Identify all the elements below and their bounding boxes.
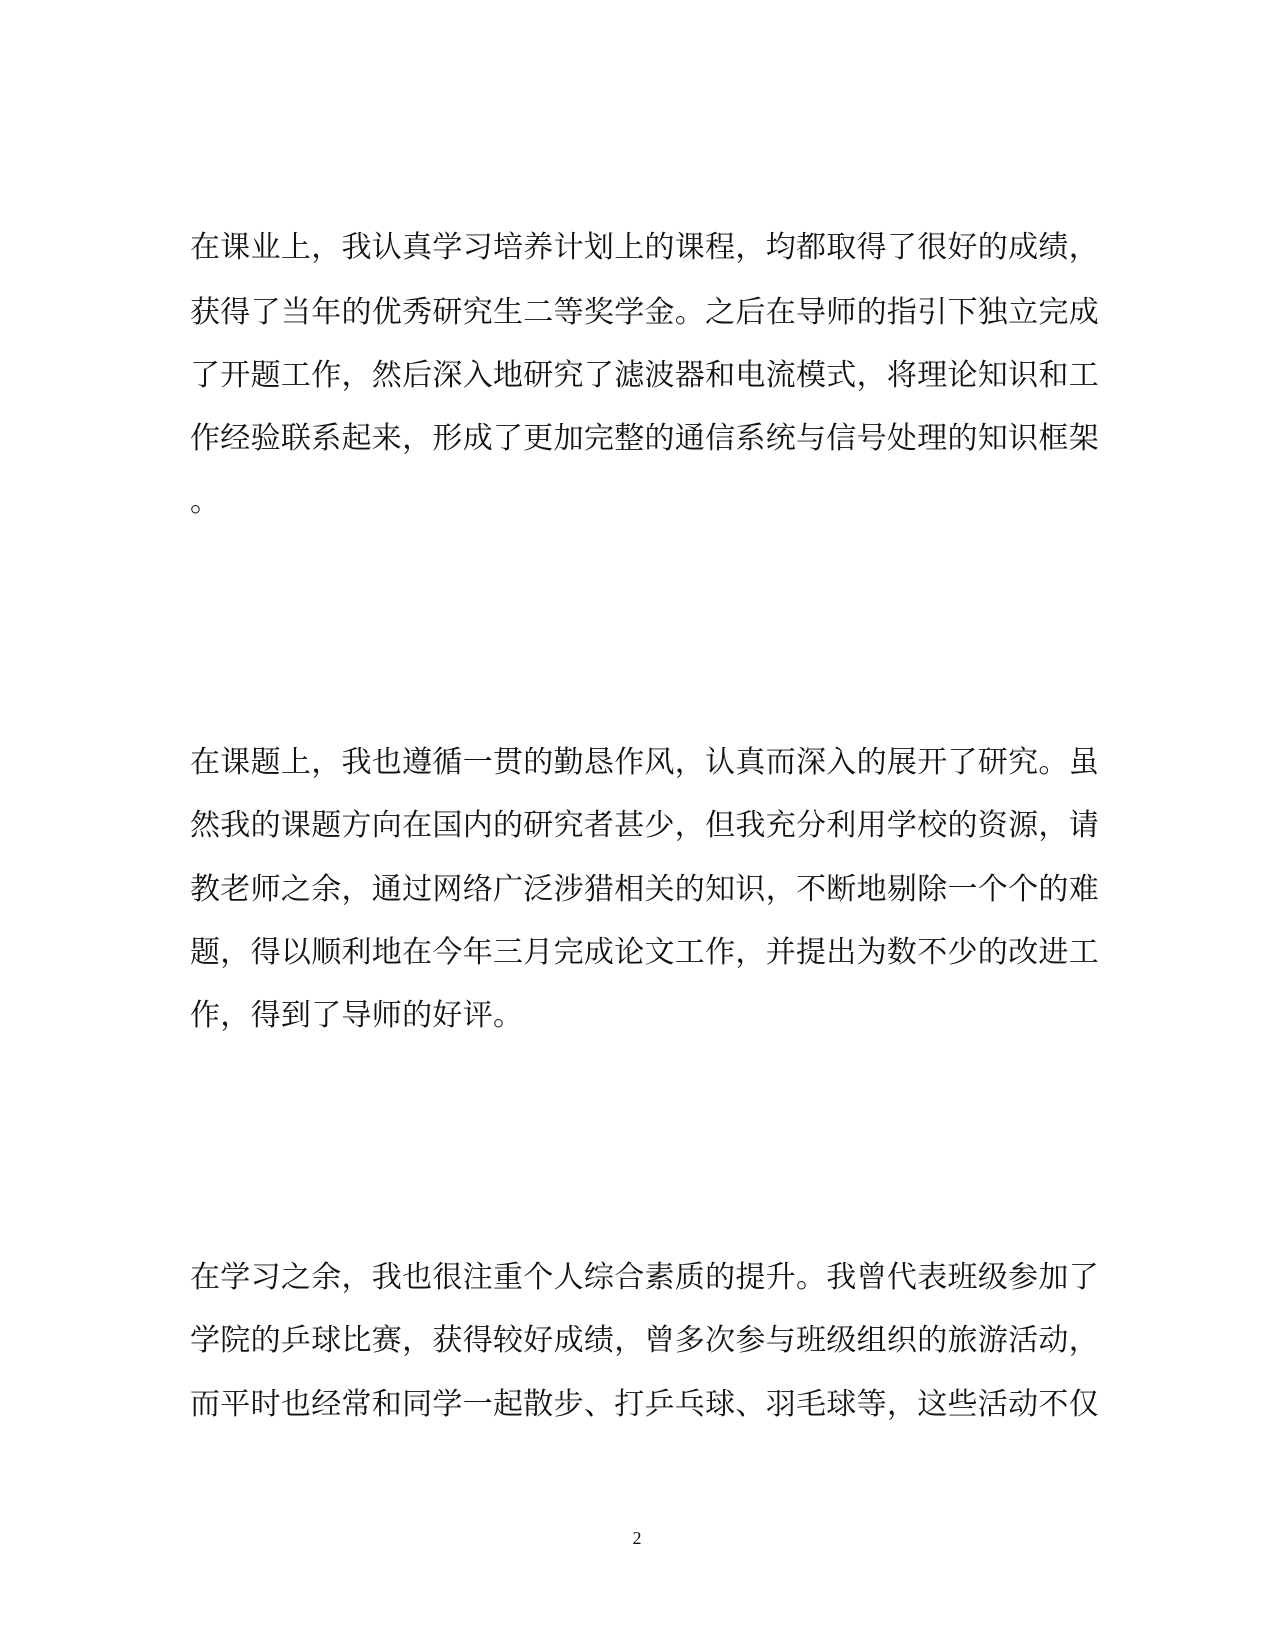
paragraph-1-line-4: 作经验联系起来，形成了更加完整的通信系统与信号处理的知识框架	[190, 421, 1099, 456]
paragraph-1-line-3: 了开题工作，然后深入地研究了滤波器和电流模式，将理论知识和工	[190, 358, 1099, 393]
paragraph-2-line-3: 教老师之余，通过网络广泛涉猎相关的知识，不断地剔除一个个的难	[190, 872, 1099, 907]
paragraph-2-line-2: 然我的课题方向在国内的研究者甚少，但我充分利用学校的资源，请	[190, 808, 1099, 843]
paragraph-1-line-2: 获得了当年的优秀研究生二等奖学金。之后在导师的指引下独立完成	[190, 295, 1099, 330]
paragraph-1-line-1: 在课业上，我认真学习培养计划上的课程，均都取得了很好的成绩，	[190, 230, 1099, 265]
paragraph-2-line-5: 作，得到了导师的好评。	[190, 998, 524, 1033]
paragraph-2-line-4: 题，得以顺利地在今年三月完成论文工作，并提出为数不少的改进工	[190, 935, 1099, 970]
paragraph-3-line-2: 学院的乒球比赛，获得较好成绩，曾多次参与班级组织的旅游活动，	[190, 1323, 1099, 1358]
paragraph-3-line-3: 而平时也经常和同学一起散步、打乒乓球、羽毛球等，这些活动不仅	[190, 1387, 1099, 1422]
page-number: 2	[632, 1528, 642, 1548]
paragraph-3-line-1: 在学习之余，我也很注重个人综合素质的提升。我曾代表班级参加了	[190, 1260, 1099, 1295]
paragraph-2-line-1: 在课题上，我也遵循一贯的勤恳作风，认真而深入的展开了研究。虽	[190, 745, 1099, 780]
paragraph-1-line-5: 。	[190, 484, 221, 519]
